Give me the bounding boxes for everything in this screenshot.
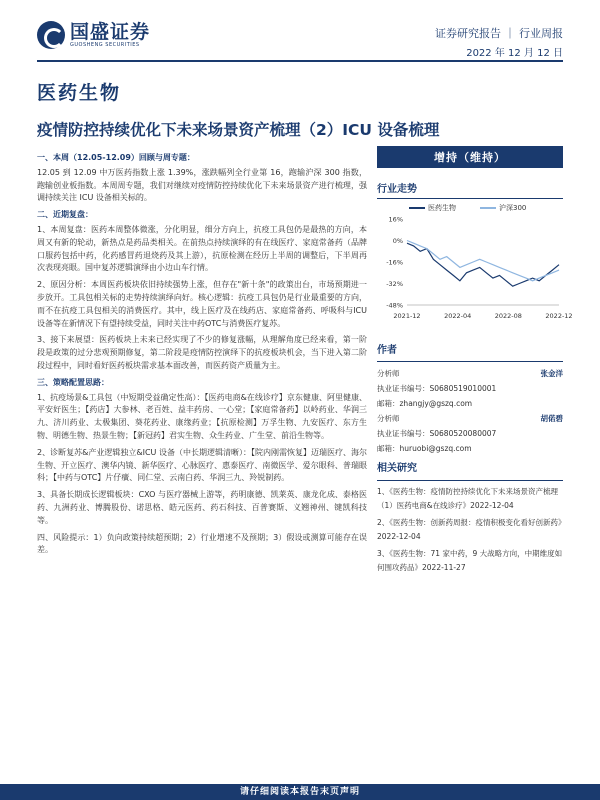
- report-title: 疫情防控持续优化下未来场景资产梳理（2）ICU 设备梳理: [37, 121, 440, 139]
- x-tick-label: 2022-12: [545, 312, 573, 320]
- industry-name: 医药生物: [37, 82, 122, 104]
- y-tick-label: -32%: [386, 280, 403, 288]
- logo-icon: [37, 21, 65, 49]
- report-date: 2022 年 12 月 12 日: [466, 48, 563, 59]
- summary-paragraph: 12.05 到 12.09 中万医药指数上涨 1.39%，涨跌幅列全行业第 16，跑输沪深 300 指数，跑输创业板指数。本周周专题，我们对继续对疫情防控持续优化下未来场景资产进行梳理，强调持续关注 ICU 设备相关标的。: [37, 167, 367, 203]
- y-tick-label: -48%: [386, 301, 403, 310]
- analyst-heading: 作者: [377, 343, 563, 362]
- brand-name-cn: 国盛证券: [70, 21, 151, 43]
- trend-heading: 行业走势: [377, 180, 563, 199]
- related-item[interactable]: 1、《医药生物：疫情防控持续优化下未来场景资产梳理（1）医药电商&在线诊疗》2022-12-04: [377, 486, 559, 510]
- legend-item: 医药生物: [409, 203, 456, 213]
- sidebar: [377, 146, 573, 578]
- section-heading: 三、策略配置思路：: [37, 377, 109, 387]
- summary-paragraph: 3、接下来展望：医药板块上未来已经实现了不少的修复涨幅，从理解角度已经来看，第一阶段是政策的过分悲观预期修复，第二阶段是疫情防控演绎下的抗疫板块机会，当下进入第二阶段过程中，同时看好医药板块需求基本面改善，而医药资产质量为主。: [37, 335, 367, 370]
- trend-chart: [377, 180, 573, 323]
- analyst-block: [377, 343, 563, 456]
- summary-column: [37, 148, 367, 561]
- chart-legend: [409, 203, 563, 213]
- x-tick-label: 2021-12: [393, 312, 421, 320]
- summary-paragraph: 3、具备长期成长逻辑板块：CXO 与医疗器械上游等，药明康德、凯莱英、康龙化成、泰格医药、九洲药业、博腾股份、诺思格、皓元医药、药石科技、百普赛斯、义翘神州、键凯科技等。: [37, 490, 367, 525]
- analyst-role: 分析师: [377, 369, 400, 378]
- y-tick-label: -16%: [386, 258, 403, 267]
- summary-paragraph: 2、原因分析：本周医药板块依旧持续强势上涨，但存在"新十条"的政策出台，市场预期进一步放开。工具包相关标的走势持续演绎向好。核心逻辑：抗疫工具包仍是行业最重要的方向，而不在抗疫工具包相关的消费医疗。其中，线上医疗及在线药店、家庭常备药、呼吸科与ICU设备等在新情况下有望持续受益，同时关注中药OTC与消费医疗复苏。: [37, 280, 367, 328]
- summary-paragraph: 1、本周复盘：医药本周整体微涨，分化明显，细分方向上，抗疫工具包仍是最热的方向，本周又有新的轮动，新热点是药品类相关。在前热点持续演绎的有在线医疗、家庭常备药（品牌口服药包括中药，化药感冒药退烧药及其上游），抗原检测在经历上半周的调整后，下半周再次表现亮眼。国中复苏逻辑演绎由小边山车行情。: [37, 224, 367, 273]
- series-line: [407, 241, 559, 281]
- related-item[interactable]: 2、《医药生物：创新药周报：疫情积极变化看好创新药》2022-12-04: [377, 517, 562, 541]
- analyst-cert: 执业证书编号：S0680520080007: [377, 429, 497, 438]
- y-tick-label: 16%: [388, 215, 403, 224]
- y-tick-label: 0%: [392, 237, 403, 245]
- related-heading: 相关研究: [377, 462, 563, 481]
- analyst-email: 邮箱：zhangjy@gszq.com: [377, 399, 473, 408]
- analyst-role: 分析师: [377, 414, 400, 423]
- analyst-email: 邮箱：huruobi@gszq.com: [377, 444, 472, 453]
- brand-logo: [37, 21, 150, 49]
- footer-disclaimer: 请仔细阅读本报告末页声明: [0, 784, 600, 800]
- x-tick-label: 2022-08: [494, 312, 522, 320]
- analyst-name: 胡偌碧: [540, 414, 563, 423]
- risk-paragraph: 四、风险提示：1）负向政策持续超预期；2）行业增速不及预期；3）假设或测算可能存在误差。: [37, 532, 367, 555]
- x-tick-label: 2022-04: [444, 312, 472, 320]
- analyst-cert: 执业证书编号：S0680519010001: [377, 384, 497, 393]
- summary-paragraph: 1、抗疫场景&工具包（中短期受益确定性高）：【医药电商&在线诊疗】京东健康、阿里健康、平安好医生；【药店】大参林、老百姓、益丰药房、一心堂；【家庭常备药】以岭药业、华润三九、济川药业、太极集团、葵花药业、康缘药业；【抗原检测】万孚生物、九安医疗、东方生物、明德生物、热景生物；【新冠药】君实生物、众生药业、广生堂、前沿生物等。: [37, 392, 367, 440]
- related-item[interactable]: 3、《医药生物：71 家中药，9 大战略方向，中期维度如何围攻药品》2022-11-27: [377, 548, 563, 572]
- header-divider: [37, 60, 563, 62]
- section-heading: 一、本周（12.05-12.09）回顾与周专题：: [37, 153, 195, 162]
- rating-badge: 增持（维持）: [377, 146, 563, 168]
- related-research: [377, 462, 563, 576]
- report-type: 证券研究报告 ｜ 行业周报: [435, 27, 563, 40]
- summary-paragraph: 2、诊断复苏&产业逻辑独立&ICU 设备（中长期逻辑清晰）：【院内刚需恢复】迈瑞医疗、海尔生物、开立医疗、澳华内镜、新华医疗、心脉医疗、惠泰医疗、南微医学、爱尔眼科、普瑞眼科；【中药与OTC】片仔癀、同仁堂、云南白药、华润三九、羚锐制药。: [37, 447, 367, 483]
- section-heading: 二、近期复盘：: [37, 210, 93, 220]
- analyst-name: 张金洋: [540, 369, 563, 378]
- legend-item: 沪深300: [480, 203, 526, 213]
- line-chart: [377, 213, 573, 323]
- brand-name-en: GUOSHENG SECURITIES: [70, 42, 140, 48]
